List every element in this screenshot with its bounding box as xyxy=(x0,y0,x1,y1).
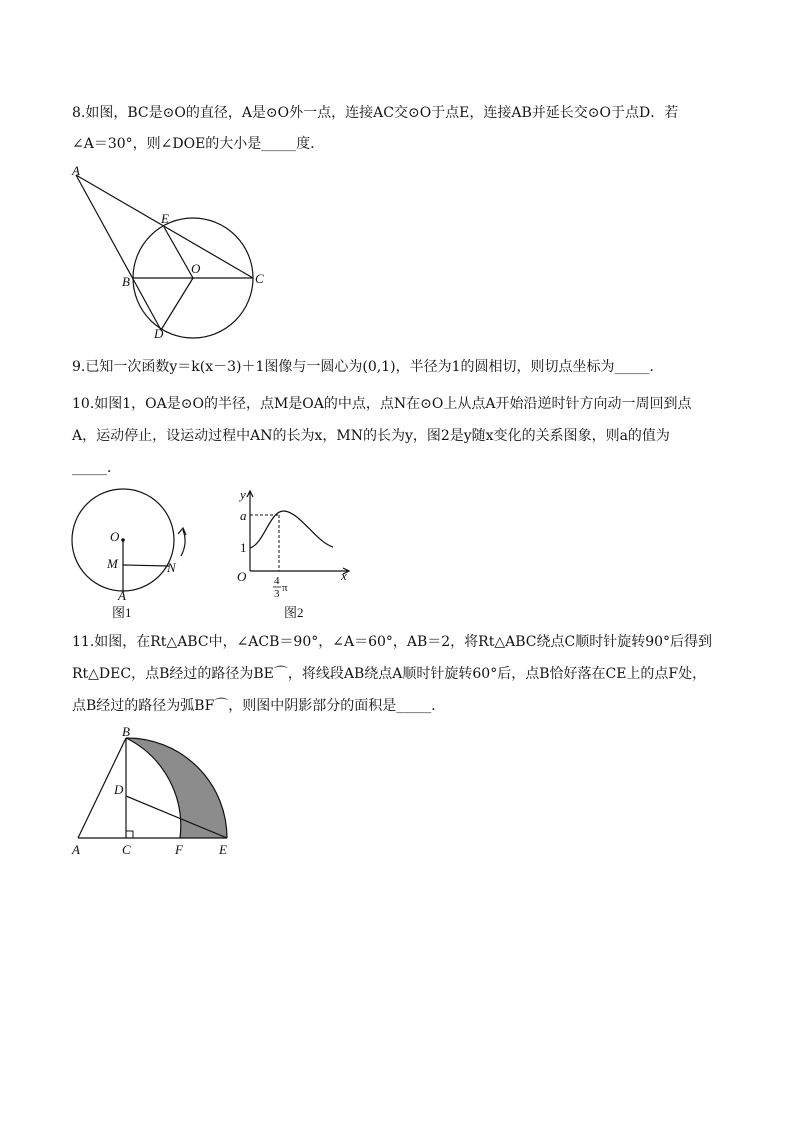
q10-text-line2: A，运动停止，设运动过程中AN的长为x，MN的长为y，图2是y随x变化的关系图象，则a的值为 xyxy=(72,428,670,444)
q10-label-o: O xyxy=(110,529,120,544)
q11-label-b: B xyxy=(122,724,130,739)
q10-figure-2 xyxy=(228,484,356,624)
q10-arrow-arc xyxy=(181,530,185,556)
q10-caption-fig2: 图2 xyxy=(284,605,304,620)
q8-text-line2: ∠A＝30°，则∠DOE的大小是_____度． xyxy=(72,136,325,152)
q10-figure-1 xyxy=(66,488,206,623)
q8-label-o: O xyxy=(191,261,201,276)
q8-line-ad xyxy=(76,175,161,330)
q8-segment-od xyxy=(161,278,193,330)
q10-label-m: M xyxy=(107,556,118,571)
q10-label-y: y xyxy=(240,487,246,502)
q11-text-line3: 点B经过的路径为弧BF⌒，则图中阴影部分的面积是_____． xyxy=(72,698,446,714)
q8-label-e: E xyxy=(161,211,169,226)
q10-label-a: A xyxy=(118,588,126,603)
q10-label-pi: π xyxy=(282,582,288,594)
q10-text-line1: 10.如图1，OA是⊙O的半径，点M是OA的中点，点N在⊙O上从点A开始沿逆时针方向动一周回到点 xyxy=(72,396,692,412)
q10-label-x: x xyxy=(341,568,347,583)
q10-label-frac-num: 4 xyxy=(274,575,280,587)
q11-right-angle-icon xyxy=(126,831,133,838)
q11-label-c: C xyxy=(122,842,131,857)
q11-label-a: A xyxy=(72,842,80,857)
q10-curve xyxy=(250,511,333,548)
q8-line-ac xyxy=(76,175,253,278)
q11-text-line1: 11.如图，在Rt△ABC中，∠ACB＝90°，∠A＝60°，AB＝2，将Rt△ABC绕点C顺时针旋转90°后得到 xyxy=(72,634,713,650)
q10-segment-mn xyxy=(123,565,169,566)
q11-shaded-region xyxy=(126,738,227,838)
q8-text-line1: 8.如图，BC是⊙O的直径，A是⊙O外一点，连接AC交⊙O于点E，连接AB并延长交⊙O于点D．若 xyxy=(72,105,679,121)
q11-label-d: D xyxy=(114,782,124,797)
q8-label-a: A xyxy=(72,163,80,178)
q10-label-one: 1 xyxy=(240,540,247,555)
q10-label-n: N xyxy=(167,560,176,575)
q11-label-e: E xyxy=(219,842,227,857)
q10-label-origin: O xyxy=(237,569,247,584)
q11-label-f: F xyxy=(175,842,183,857)
q10-text-line3: _____． xyxy=(72,460,121,476)
q8-label-c: C xyxy=(255,271,264,286)
q8-label-d: D xyxy=(154,326,164,341)
q10-label-frac-den: 3 xyxy=(274,588,280,600)
q10-label-a-value: a xyxy=(240,508,247,523)
q8-label-b: B xyxy=(122,274,130,289)
q11-text-line2: Rt△DEC，点B经过的路径为BE⌒，将线段AB绕点A顺时针旋转60°后，点B恰好落在CE上的点F处， xyxy=(72,666,707,682)
q8-figure xyxy=(66,160,286,345)
q10-caption-fig1: 图1 xyxy=(112,605,132,620)
q11-figure xyxy=(68,724,248,859)
q9-text-line1: 9.已知一次函数y＝k(x－3)＋1图像与一圆心为(0,1)，半径为1的圆相切，则切点坐标为_____． xyxy=(72,359,664,375)
